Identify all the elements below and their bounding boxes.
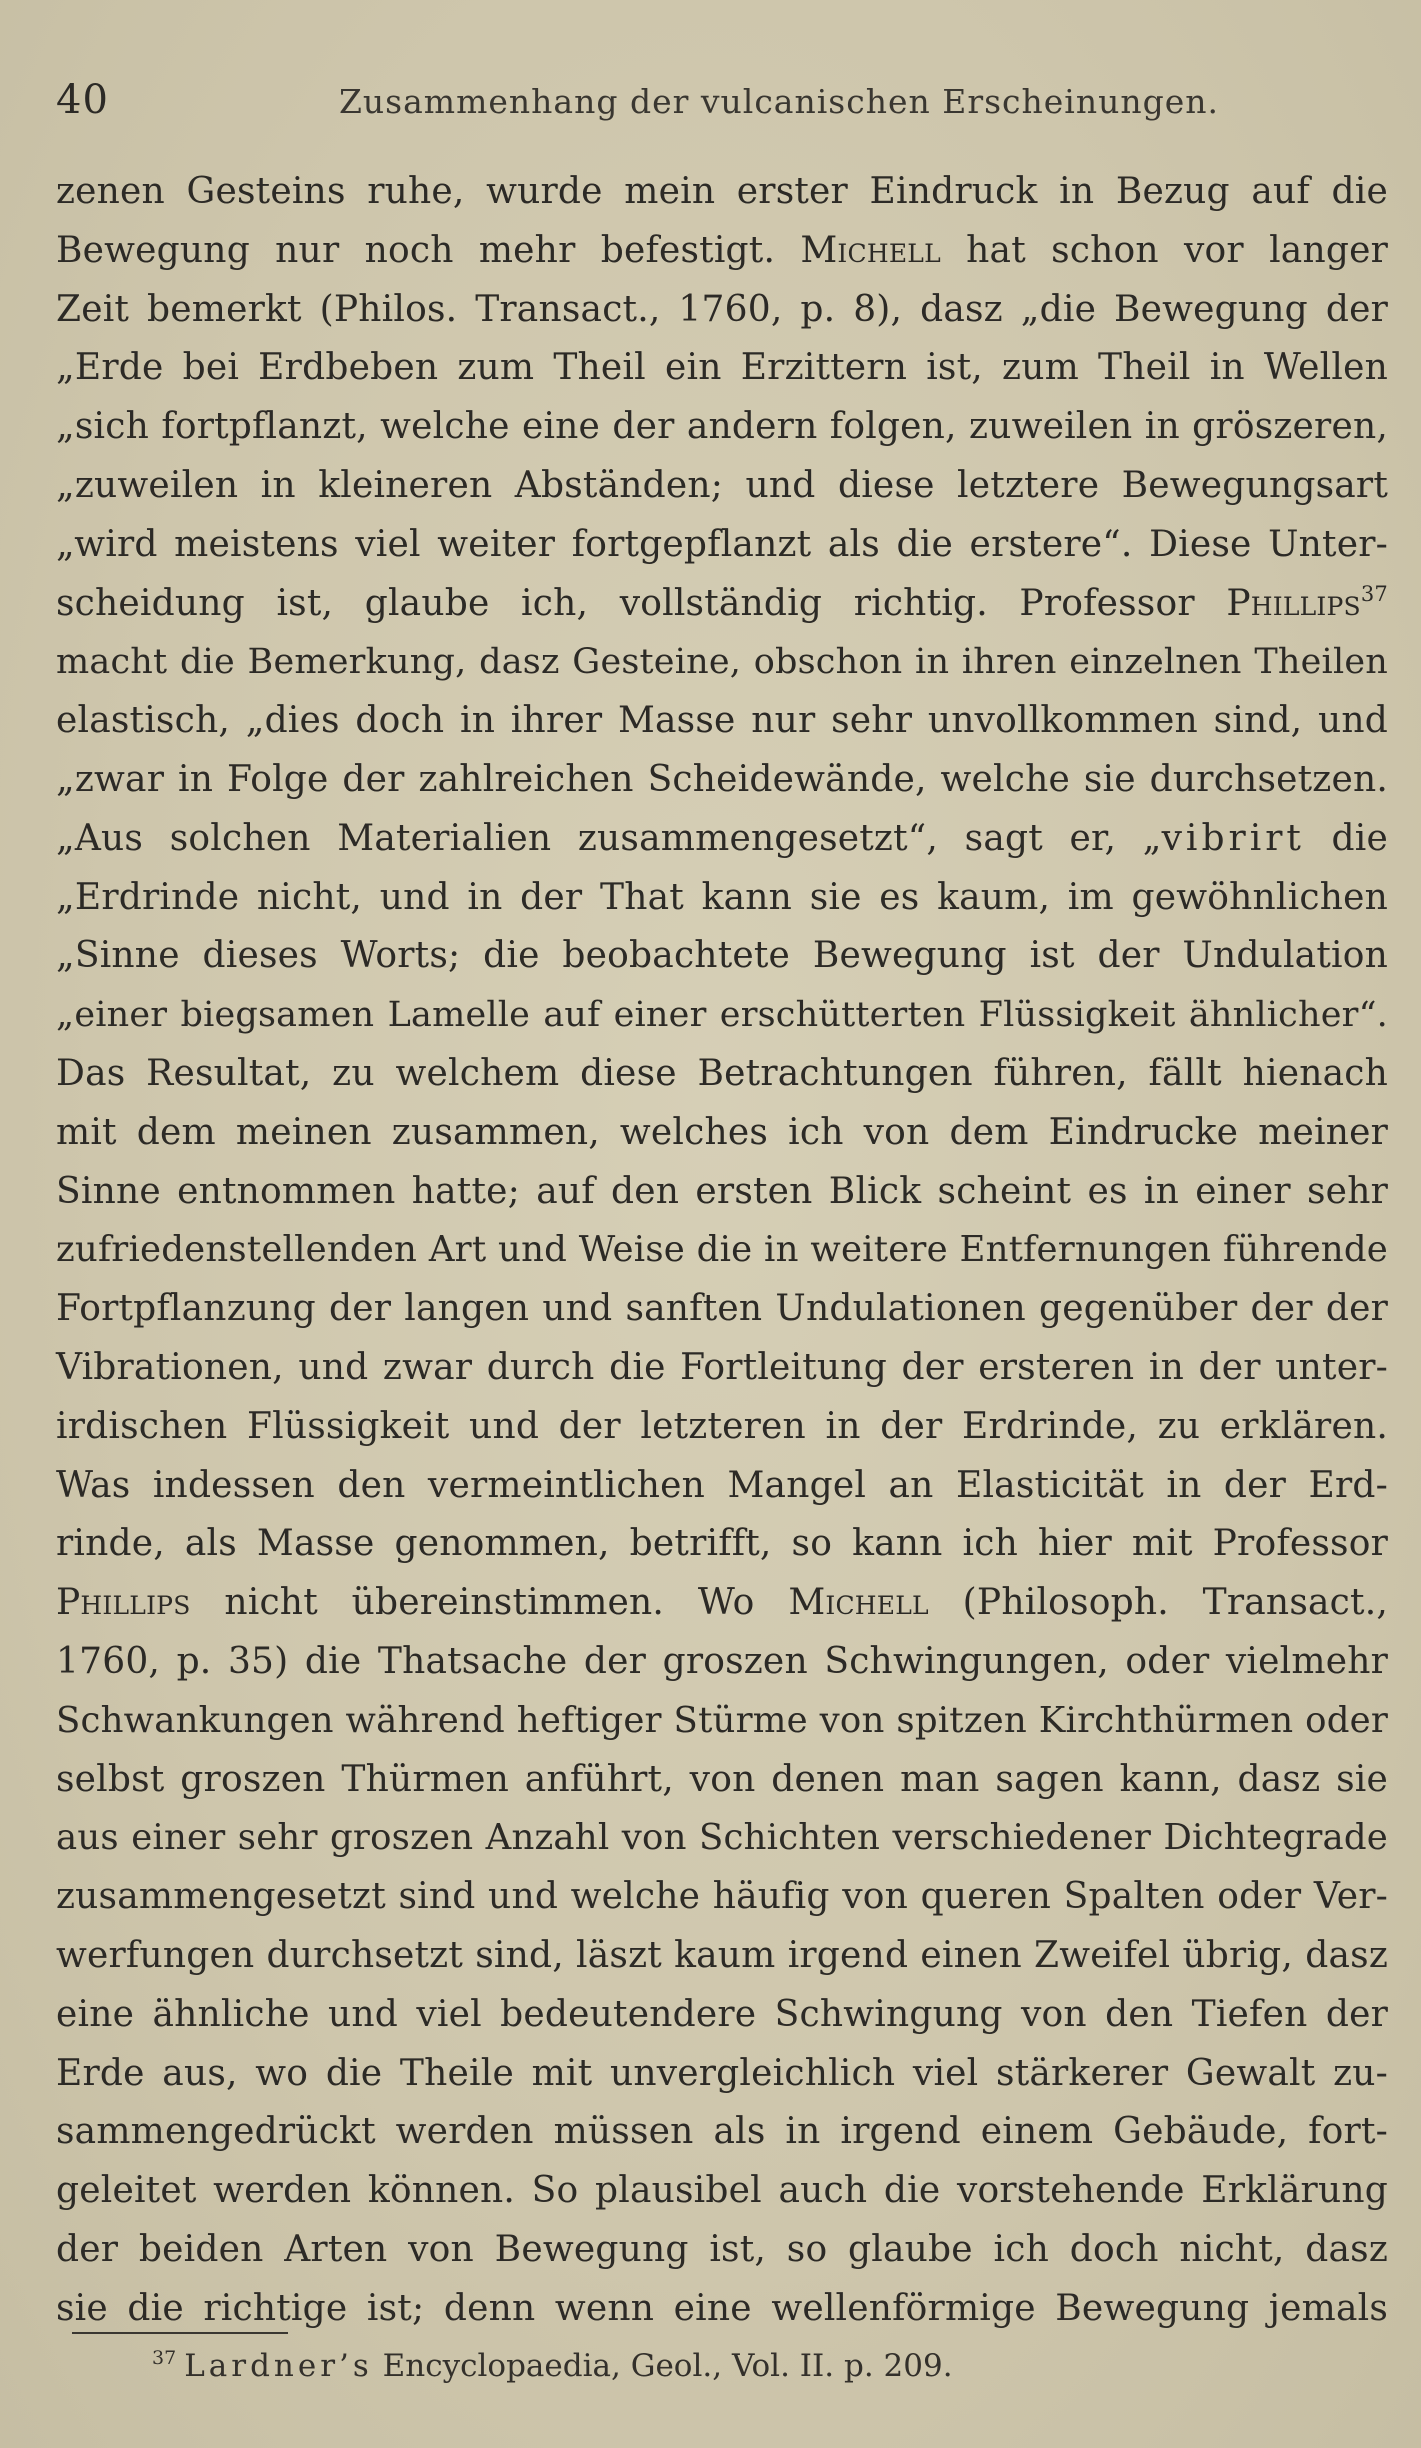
text-line: „wird meistens viel weiter fortgepflanzt als die erstere“. Diese Unter- xyxy=(56,523,1388,565)
text-line: Vibrationen, und zwar durch die Fortleitung der ersteren in der unter- xyxy=(56,1346,1388,1388)
footnote-text: Encyclopaedia, Geol., Vol. II. p. 209. xyxy=(382,2348,953,2384)
footnote-mark: 37 xyxy=(152,2347,177,2369)
text-line xyxy=(56,222,1388,281)
text-line: macht die Bemerkung, dasz Gesteine, obschon in ihren einzelnen Theilen xyxy=(56,642,1388,683)
text-segment: „Aus solchen Materialien zusammengesetzt“, sagt er, „ xyxy=(56,817,1162,859)
text-line: „Erdrinde nicht, und in der That kann sie es kaum, im gewöhnlichen xyxy=(56,876,1388,918)
text-line: „sich fortpflanzt, welche eine der andern folgen, zuweilen in gröszeren, xyxy=(56,406,1388,448)
text-line xyxy=(56,1574,1388,1633)
text-line: Erde aus, wo die Theile mit unvergleichlich viel stärkerer Gewalt zu- xyxy=(56,2052,1388,2094)
main-text xyxy=(56,163,1388,2338)
text-line: „Sinne dieses Worts; die beobachtete Bewegung ist der Undulation xyxy=(56,935,1388,977)
text-line xyxy=(56,810,1388,869)
text-line: geleitet werden können. So plausibel auch die vorstehende Erklärung xyxy=(56,2170,1388,2212)
text-line: zenen Gesteins ruhe, wurde mein erster Eindruck in Bezug auf die xyxy=(56,171,1388,212)
text-line: der beiden Arten von Bewegung ist, so glaube ich doch nicht, dasz xyxy=(56,2228,1388,2270)
text-line: werfungen durchsetzt sind, läszt kaum irgend einen Zweifel übrig, dasz xyxy=(56,1934,1388,1976)
text-segment: (Philosoph. Transact., xyxy=(962,1582,1388,1624)
text-segment: Bewegung nur noch mehr befestigt. xyxy=(56,229,776,271)
text-line: „zwar in Folge der zahlreichen Scheidewände, welche sie durchsetzen. xyxy=(56,758,1388,800)
page-number: 40 xyxy=(56,77,109,123)
text-line: selbst groszen Thürmen anführt, von denen man sagen kann, dasz sie xyxy=(56,1758,1388,1800)
author-name-michell: Michell xyxy=(788,1582,929,1624)
text-line: „Erde bei Erdbeben zum Theil ein Erzittern ist, zum Theil in Wellen xyxy=(56,347,1388,389)
text-line: Sinne entnommen hatte; auf den ersten Blick scheint es in einer sehr xyxy=(56,1170,1388,1212)
page-header xyxy=(56,70,1386,130)
text-line: zufriedenstellenden Art und Weise die in weitere Entfernungen führende xyxy=(56,1229,1388,1271)
author-name-phillips: Phillips xyxy=(1226,582,1361,624)
text-line: aus einer sehr groszen Anzahl von Schichten verschiedener Dichtegrade xyxy=(56,1817,1388,1859)
text-line: „einer biegsamen Lamelle auf einer erschütterten Flüssigkeit ähnlicher“. xyxy=(56,995,1388,1036)
running-title: Zusammenhang der vulcanischen Erscheinungen. xyxy=(339,82,1220,121)
spaced-word: vibrirt xyxy=(1161,817,1305,859)
text-line: sie die richtige ist; denn wenn eine wellenförmige Bewegung jemals xyxy=(56,2287,1388,2329)
text-line: elastisch, „dies doch in ihrer Masse nur sehr unvollkommen sind, und xyxy=(56,700,1388,742)
text-line: Zeit bemerkt (Philos. Transact., 1760, p. 8), dasz „die Bewegung der xyxy=(56,288,1388,330)
text-segment: hat schon vor langer xyxy=(966,229,1388,271)
text-line: sammengedrückt werden müssen als in irgend einem Gebäude, fort- xyxy=(56,2111,1388,2153)
text-line: eine ähnliche und viel bedeutendere Schwingung von den Tiefen der xyxy=(56,1993,1388,2035)
footnote xyxy=(152,2340,953,2392)
footnote-author: Lardner’s xyxy=(184,2348,373,2384)
text-line: Fortpflanzung der langen und sanften Undulationen gegenüber der der xyxy=(56,1288,1388,1330)
author-name-phillips: Phillips xyxy=(56,1582,191,1624)
text-segment: die xyxy=(1331,817,1388,859)
footnote-rule xyxy=(72,2332,288,2334)
text-line xyxy=(56,575,1388,634)
text-segment: scheidung ist, glaube ich, vollständig richtig. Professor xyxy=(56,582,1195,624)
text-line: 1760, p. 35) die Thatsache der groszen Schwingungen, oder vielmehr xyxy=(56,1640,1388,1682)
text-line: Was indessen den vermeintlichen Mangel an Elasticität in der Erd- xyxy=(56,1464,1388,1506)
text-line: Das Resultat, zu welchem diese Betrachtungen führen, fällt hienach xyxy=(56,1052,1388,1094)
text-line: Schwankungen während heftiger Stürme von spitzen Kirchthürmen oder xyxy=(56,1699,1388,1741)
author-name-michell: Michell xyxy=(800,229,941,271)
text-line: mit dem meinen zusammen, welches ich von dem Eindrucke meiner xyxy=(56,1111,1388,1153)
text-segment: nicht übereinstimmen. Wo xyxy=(224,1582,755,1624)
footnote-reference: 37 xyxy=(1360,581,1388,606)
text-line: irdischen Flüssigkeit und der letzteren in der Erdrinde, zu erklären. xyxy=(56,1405,1388,1447)
text-line: „zuweilen in kleineren Abständen; und diese letztere Bewegungsart xyxy=(56,464,1388,506)
text-line: zusammengesetzt sind und welche häufig von queren Spalten oder Ver- xyxy=(56,1876,1388,1918)
text-line: rinde, als Masse genommen, betrifft, so kann ich hier mit Professor xyxy=(56,1523,1388,1565)
